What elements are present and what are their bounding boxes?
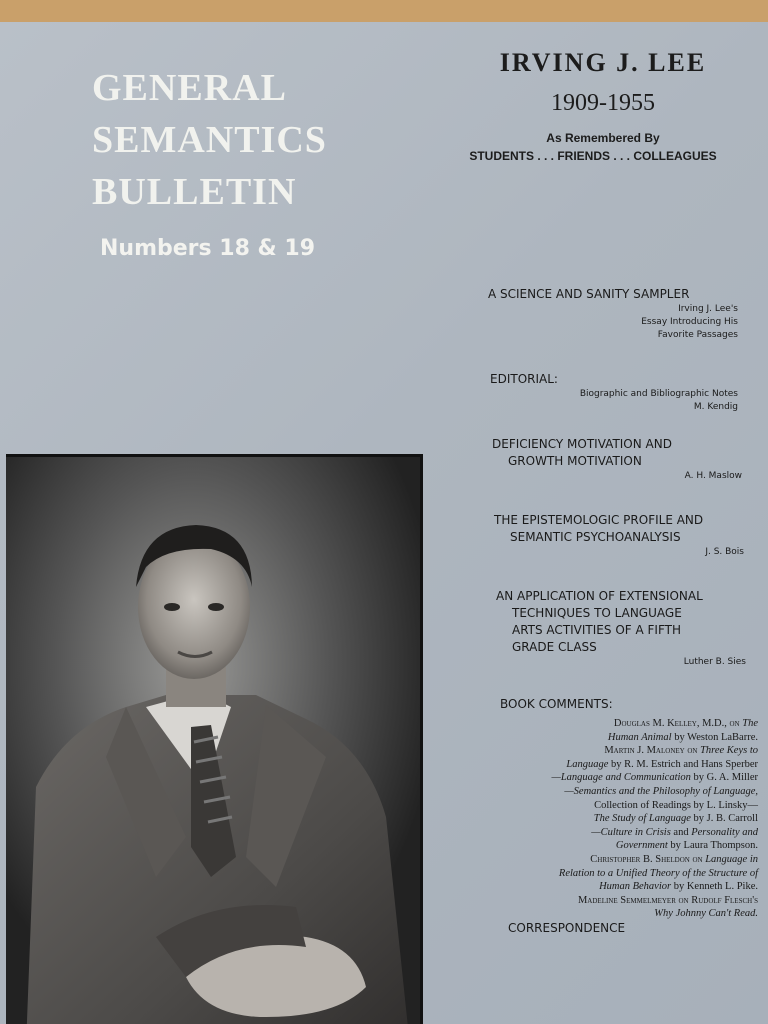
comment-9a: —Culture in Crisis — [591, 826, 671, 838]
comment-13b: by Kenneth L. Pike. — [673, 881, 758, 893]
comment-11b: Language in — [705, 853, 758, 865]
sies-title-3: ARTS ACTIVITIES OF A FIFTH — [512, 623, 681, 637]
bulletin-cover — [0, 22, 768, 1024]
comment-5b: by G. A. Miller — [693, 772, 758, 784]
comment-1a: Douglas M. Kelley, M.D., on — [613, 718, 740, 729]
remembered-by: As Remembered By — [546, 131, 660, 145]
comment-7: Collection of Readings by L. Linsky— — [594, 799, 758, 811]
toc-entry-book-comments — [500, 696, 758, 921]
portrait-photo — [6, 454, 423, 1024]
sampler-sub-3: Favorite Passages — [657, 330, 738, 340]
issue-numbers: Numbers 18 & 19 — [100, 236, 316, 261]
toc-entry-sampler — [488, 286, 738, 342]
masthead — [92, 62, 327, 218]
masthead-line-2: SEMANTICS — [92, 119, 327, 161]
book-comments-list — [500, 717, 758, 921]
comment-1b: The — [742, 718, 758, 729]
comment-3a: Martin J. Maloney on — [604, 745, 698, 757]
editorial-title: EDITORIAL: — [490, 372, 558, 386]
comment-13a: Human Behavior — [599, 881, 672, 893]
comment-2a: Human Animal — [607, 731, 672, 743]
sies-title-2: TECHNIQUES TO LANGUAGE — [512, 606, 682, 620]
masthead-line-3: BULLETIN — [92, 171, 297, 213]
comment-10a: Government — [615, 840, 668, 852]
sampler-title: A SCIENCE AND SANITY SAMPLER — [488, 287, 690, 301]
bois-title-1: THE EPISTEMOLOGIC PROFILE AND — [494, 513, 704, 527]
toc-entry-maslow — [492, 436, 742, 483]
comment-8a: The Study of Language — [593, 813, 691, 825]
book-comments-title: BOOK COMMENTS: — [500, 697, 613, 711]
audience-line: STUDENTS . . . FRIENDS . . . COLLEAGUES — [469, 149, 717, 163]
honoree-name: IRVING J. LEE — [499, 48, 707, 77]
toc-entry-bois — [494, 512, 744, 559]
portrait-illustration — [6, 457, 420, 1024]
comment-3b: Three Keys to — [700, 745, 758, 757]
toc-entry-correspondence — [508, 920, 708, 937]
editorial-sub-1: Biographic and Bibliographic Notes — [579, 389, 738, 399]
comment-8b: by J. B. Carroll — [693, 813, 758, 825]
comment-15: Why Johnny Can't Read. — [654, 908, 758, 920]
comment-9c: Personality and — [691, 826, 758, 838]
correspondence-title: CORRESPONDENCE — [508, 921, 626, 935]
honoree-block — [469, 48, 728, 163]
toc-entry-sies — [496, 588, 746, 669]
sies-title-1: AN APPLICATION OF EXTENSIONAL — [496, 589, 703, 603]
maslow-title-1: DEFICIENCY MOTIVATION AND — [492, 437, 672, 451]
comment-10b: by Laura Thompson. — [670, 840, 758, 852]
comment-2b: by Weston LaBarre. — [674, 731, 758, 743]
comment-9b: and — [673, 826, 689, 838]
maslow-title-2: GROWTH MOTIVATION — [508, 454, 642, 468]
toc-entry-editorial — [490, 371, 738, 414]
masthead-line-1: GENERAL — [92, 67, 287, 109]
editorial-author: M. Kendig — [693, 402, 738, 412]
sies-title-4: GRADE CLASS — [512, 640, 597, 654]
honoree-years: 1909-1955 — [551, 90, 655, 116]
maslow-author: A. H. Maslow — [684, 471, 742, 481]
sampler-sub-1: Irving J. Lee's — [678, 304, 738, 314]
bois-author: J. S. Bois — [705, 547, 744, 557]
comment-5a: —Language and Communication — [551, 772, 691, 784]
sies-author: Luther B. Sies — [683, 657, 746, 667]
comment-12: Relation to a Unified Theory of the Structure of — [558, 867, 758, 879]
comment-14: Madeline Semmelmeyer on Rudolf Flesch's — [577, 894, 758, 906]
comment-11a: Christopher B. Sheldon on — [590, 853, 703, 865]
comment-6: —Semantics and the Philosophy of Language, — [564, 785, 758, 797]
sampler-sub-2: Essay Introducing His — [641, 317, 738, 327]
comment-4b: by R. M. Estrich and Hans Sperber — [611, 758, 758, 770]
bois-title-2: SEMANTIC PSYCHOANALYSIS — [510, 530, 681, 544]
comment-4a: Language — [566, 758, 609, 770]
